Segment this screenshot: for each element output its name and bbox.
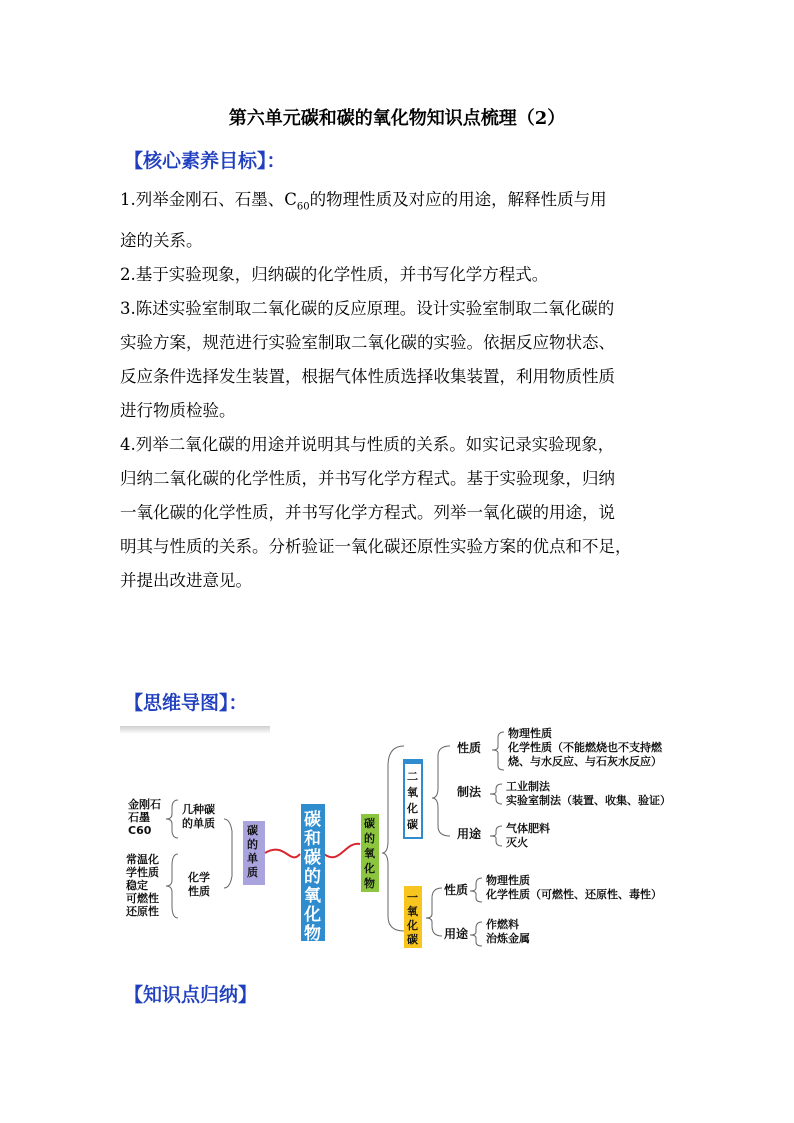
mm-left-bot-5: 还原性 (126, 905, 159, 918)
screenshot-edge (120, 726, 270, 734)
goal-1-line: 1.列举金刚石、石墨、$C_{60}$的物理性质及对应的用途，解释性质与用 (120, 190, 607, 213)
svg-text:氧: 氧 (407, 786, 418, 799)
svg-text:一: 一 (407, 891, 418, 904)
goal-4-line-1: 4.列举二氧化碳的用途并说明其与性质的关系。如实记录实验现象， (120, 435, 615, 455)
mind-map (120, 726, 700, 956)
goal-4-line-5: 并提出改进意见。 (120, 571, 252, 591)
goal-3-line-1: 3.陈述实验室制取二氧化碳的反应原理。设计实验室制取二氧化碳的 (120, 299, 615, 319)
goal-4-line-4: 明其与性质的关系。分析验证一氧化碳还原性实验方案的优点和不足， (120, 537, 632, 557)
co2-yongtu: 用途 (457, 827, 482, 841)
svg-text:灭火: 灭火 (506, 836, 528, 849)
svg-text:和: 和 (304, 829, 321, 849)
svg-text:化: 化 (407, 919, 418, 932)
goal-4-line-2: 归纳二氧化碳的化学性质，并书写化学方程式。基于实验现象，归纳 (120, 469, 615, 489)
section-core-goals: 【核心素养目标】： (124, 150, 286, 172)
mm-left-bot-2: 学性质 (126, 866, 159, 879)
svg-text:的: 的 (364, 832, 375, 845)
co-xingzhi: 性质 (444, 883, 469, 897)
svg-text:氧: 氧 (407, 905, 418, 918)
svg-text:单: 单 (247, 852, 258, 865)
svg-text:碳: 碳 (364, 817, 375, 830)
svg-text:碳: 碳 (247, 824, 258, 837)
svg-text:质: 质 (247, 866, 258, 879)
svg-text:化: 化 (407, 802, 418, 815)
svg-text:物理性质: 物理性质 (486, 874, 530, 887)
svg-text:作燃料: 作燃料 (486, 918, 519, 931)
mm-left-top-2: 石墨 (128, 811, 150, 824)
svg-text:的: 的 (247, 838, 258, 851)
mm-huaxue-1: 化学 (188, 871, 210, 884)
svg-text:气体肥料: 气体肥料 (506, 822, 550, 835)
mm-left-bot-4: 可燃性 (126, 892, 159, 905)
svg-text:氧: 氧 (364, 847, 375, 860)
svg-text:物理性质: 物理性质 (508, 727, 552, 740)
svg-text:化: 化 (304, 905, 321, 925)
goals-block (120, 183, 680, 598)
mm-left-top-1: 金刚石 (128, 798, 161, 811)
mm-left-top-3: C60 (128, 824, 152, 837)
svg-text:物: 物 (364, 877, 375, 890)
svg-text:化学性质（不能燃烧也不支持燃: 化学性质（不能燃烧也不支持燃 (508, 741, 662, 754)
mm-left-bot-1: 常温化 (126, 853, 159, 866)
goal-3-line-2: 实验方案，规范进行实验室制取二氧化碳的实验。依据反应物状态、 (120, 333, 615, 353)
svg-text:工业制法: 工业制法 (506, 780, 550, 793)
svg-text:的: 的 (304, 867, 321, 887)
goal-3-line-4: 进行物质检验。 (120, 401, 236, 421)
connector-left (265, 850, 300, 858)
connector-right (324, 844, 360, 858)
svg-text:氧: 氧 (304, 886, 321, 906)
mm-jizhongtan-1: 几种碳 (182, 803, 215, 816)
page-title: 第六单元碳和碳的氧化物知识点梳理（2） (228, 108, 566, 129)
svg-text:化学性质（可燃性、还原性、毒性）: 化学性质（可燃性、还原性、毒性） (486, 888, 662, 901)
goal-2: 2.基于实验现象，归纳碳的化学性质，并书写化学方程式。 (120, 265, 549, 285)
svg-text:碳: 碳 (407, 933, 418, 946)
svg-text:物: 物 (304, 924, 321, 944)
mm-left-bot-3: 稳定 (126, 879, 148, 892)
goal-3-line-3: 反应条件选择发生装置，根据气体性质选择收集装置，利用物质性质 (120, 367, 615, 387)
svg-text:化: 化 (364, 862, 375, 875)
co2-xingzhi: 性质 (457, 741, 482, 755)
goal-1-cont: 途的关系。 (120, 231, 203, 251)
co-yongtu: 用途 (444, 927, 469, 941)
svg-text:烧、与水反应、与石灰水反应）: 烧、与水反应、与石灰水反应） (508, 755, 662, 768)
svg-text:治炼金属: 治炼金属 (486, 932, 530, 945)
svg-text:碳: 碳 (407, 818, 418, 831)
mm-huaxue-2: 性质 (188, 885, 210, 898)
svg-text:实验室制法（装置、收集、验证）: 实验室制法（装置、收集、验证） (506, 794, 671, 807)
section-knowledge: 【知识点归纳】 (124, 984, 258, 1006)
svg-text:碳: 碳 (304, 848, 321, 868)
co2-zhifa: 制法 (457, 785, 482, 799)
goal-4-line-3: 一氧化碳的化学性质，并书写化学方程式。列举一氧化碳的用途，说 (120, 503, 615, 523)
mm-jizhongtan-2: 的单质 (182, 817, 215, 830)
svg-text:二: 二 (407, 770, 418, 783)
svg-text:碳: 碳 (304, 810, 321, 830)
section-mindmap: 【思维导图】： (124, 692, 248, 714)
